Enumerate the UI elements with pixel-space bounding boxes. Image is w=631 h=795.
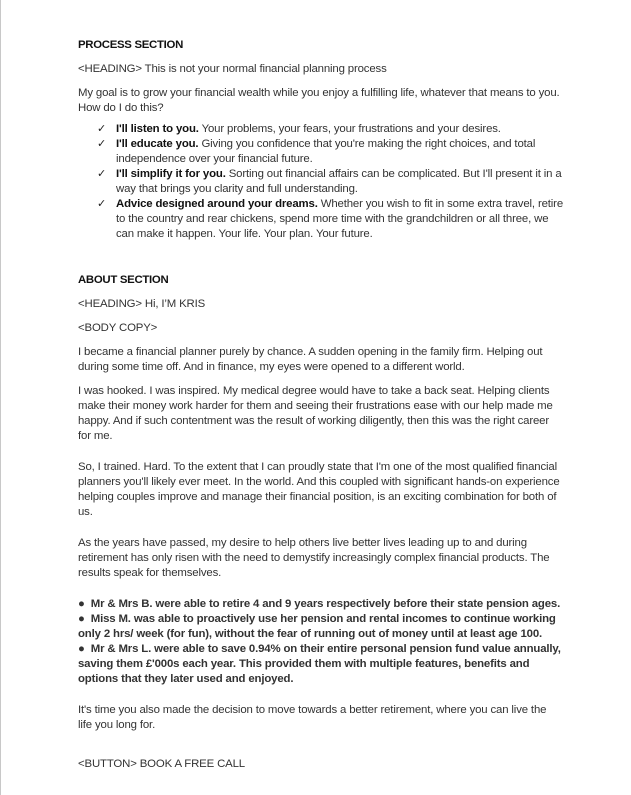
result-text: Mr & Mrs B. were able to retire 4 and 9 years respectively before their state pension ages. — [90, 598, 561, 610]
bullet-icon: ● — [78, 598, 85, 610]
document-page — [78, 38, 563, 781]
process-section-title: PROCESS SECTION — [78, 39, 183, 51]
check-icon: ✓ — [97, 198, 107, 210]
checklist-item — [78, 167, 563, 197]
process-checklist — [78, 122, 563, 242]
bullet-icon: ● — [78, 613, 85, 625]
about-paragraph: I was hooked. I was inspired. My medical degree would have to take a back seat. Helping clients make their money work harder for them and seeing their frustrations ease with our help made me happy. And if such contentment was the result of working diligently, then this was the right career for me. — [78, 385, 553, 442]
check-icon: ✓ — [97, 123, 107, 135]
book-call-button-placeholder: <BUTTON> BOOK A FREE CALL — [78, 758, 245, 770]
result-item — [78, 642, 563, 687]
section-spacer — [78, 242, 563, 273]
result-text: Miss M. was able to proactively use her pension and rental incomes to continue working only 2 hrs/ week (for fun), without the fear of running out of money until at least age 100. — [78, 613, 556, 640]
bullet-icon: ● — [78, 643, 85, 655]
page-left-border — [0, 0, 1, 795]
result-item — [78, 612, 563, 642]
check-icon: ✓ — [97, 168, 107, 180]
checklist-item-text: Giving you confidence that you're making the right choices, and total independence over your financial future. — [116, 138, 536, 165]
result-text: Mr & Mrs L. were able to save 0.94% on their entire personal pension fund value annually, saving them £'000s each year. This provided them with multiple features, benefits and options that they later used and enjoyed. — [78, 643, 561, 685]
about-paragraph: So, I trained. Hard. To the extent that I can proudly state that I'm one of the most qualified financial planners you'll likely ever meet. In the world. And this coupled with significant hands-on experience helping couples improve and manage their financial position, is an exciting combination for both of us. — [78, 461, 560, 518]
checklist-item-text: Sorting out financial affairs can be complicated. But I'll present it in a way that brings you clarity and full understanding. — [116, 168, 562, 195]
checklist-item-text: Your problems, your fears, your frustrations and your desires. — [198, 123, 501, 135]
result-item — [78, 597, 563, 612]
process-intro: My goal is to grow your financial wealth while you enjoy a fulfilling life, whatever that means to you. How do I do this? — [78, 87, 560, 114]
closing-paragraph: It's time you also made the decision to move towards a better retirement, where you can live the life you long for. — [78, 704, 547, 731]
about-paragraph: As the years have passed, my desire to help others live better lives leading up to and during retirement has only risen with the need to demystify increasingly complex financial products. The results speak for themselves. — [78, 537, 550, 579]
body-copy-label: <BODY COPY> — [78, 322, 158, 334]
checklist-item-text: Whether you wish to fit in some extra travel, retire to the country and rear chickens, spend more time with the grandchildren or all three, we can make it happen. Your life. Your plan. Your future. — [116, 198, 564, 240]
checklist-item-bold: I'll simplify it for you. — [116, 168, 226, 180]
checklist-item-bold: I'll listen to you. — [116, 123, 199, 135]
process-heading: <HEADING> This is not your normal financial planning process — [78, 63, 387, 75]
checklist-item-bold: Advice designed around your dreams. — [116, 198, 318, 210]
checklist-item-bold: I'll educate you. — [116, 138, 199, 150]
about-paragraph: I became a financial planner purely by chance. A sudden opening in the family firm. Helping out during some time off. And in finance, my eyes were opened to a different world. — [78, 346, 543, 373]
checklist-item — [78, 197, 563, 242]
about-section-title: ABOUT SECTION — [78, 274, 169, 286]
results-list — [78, 597, 563, 687]
about-heading: <HEADING> Hi, I’M KRIS — [78, 298, 206, 310]
checklist-item — [78, 137, 563, 167]
checklist-item — [78, 122, 563, 137]
check-icon: ✓ — [97, 138, 107, 150]
